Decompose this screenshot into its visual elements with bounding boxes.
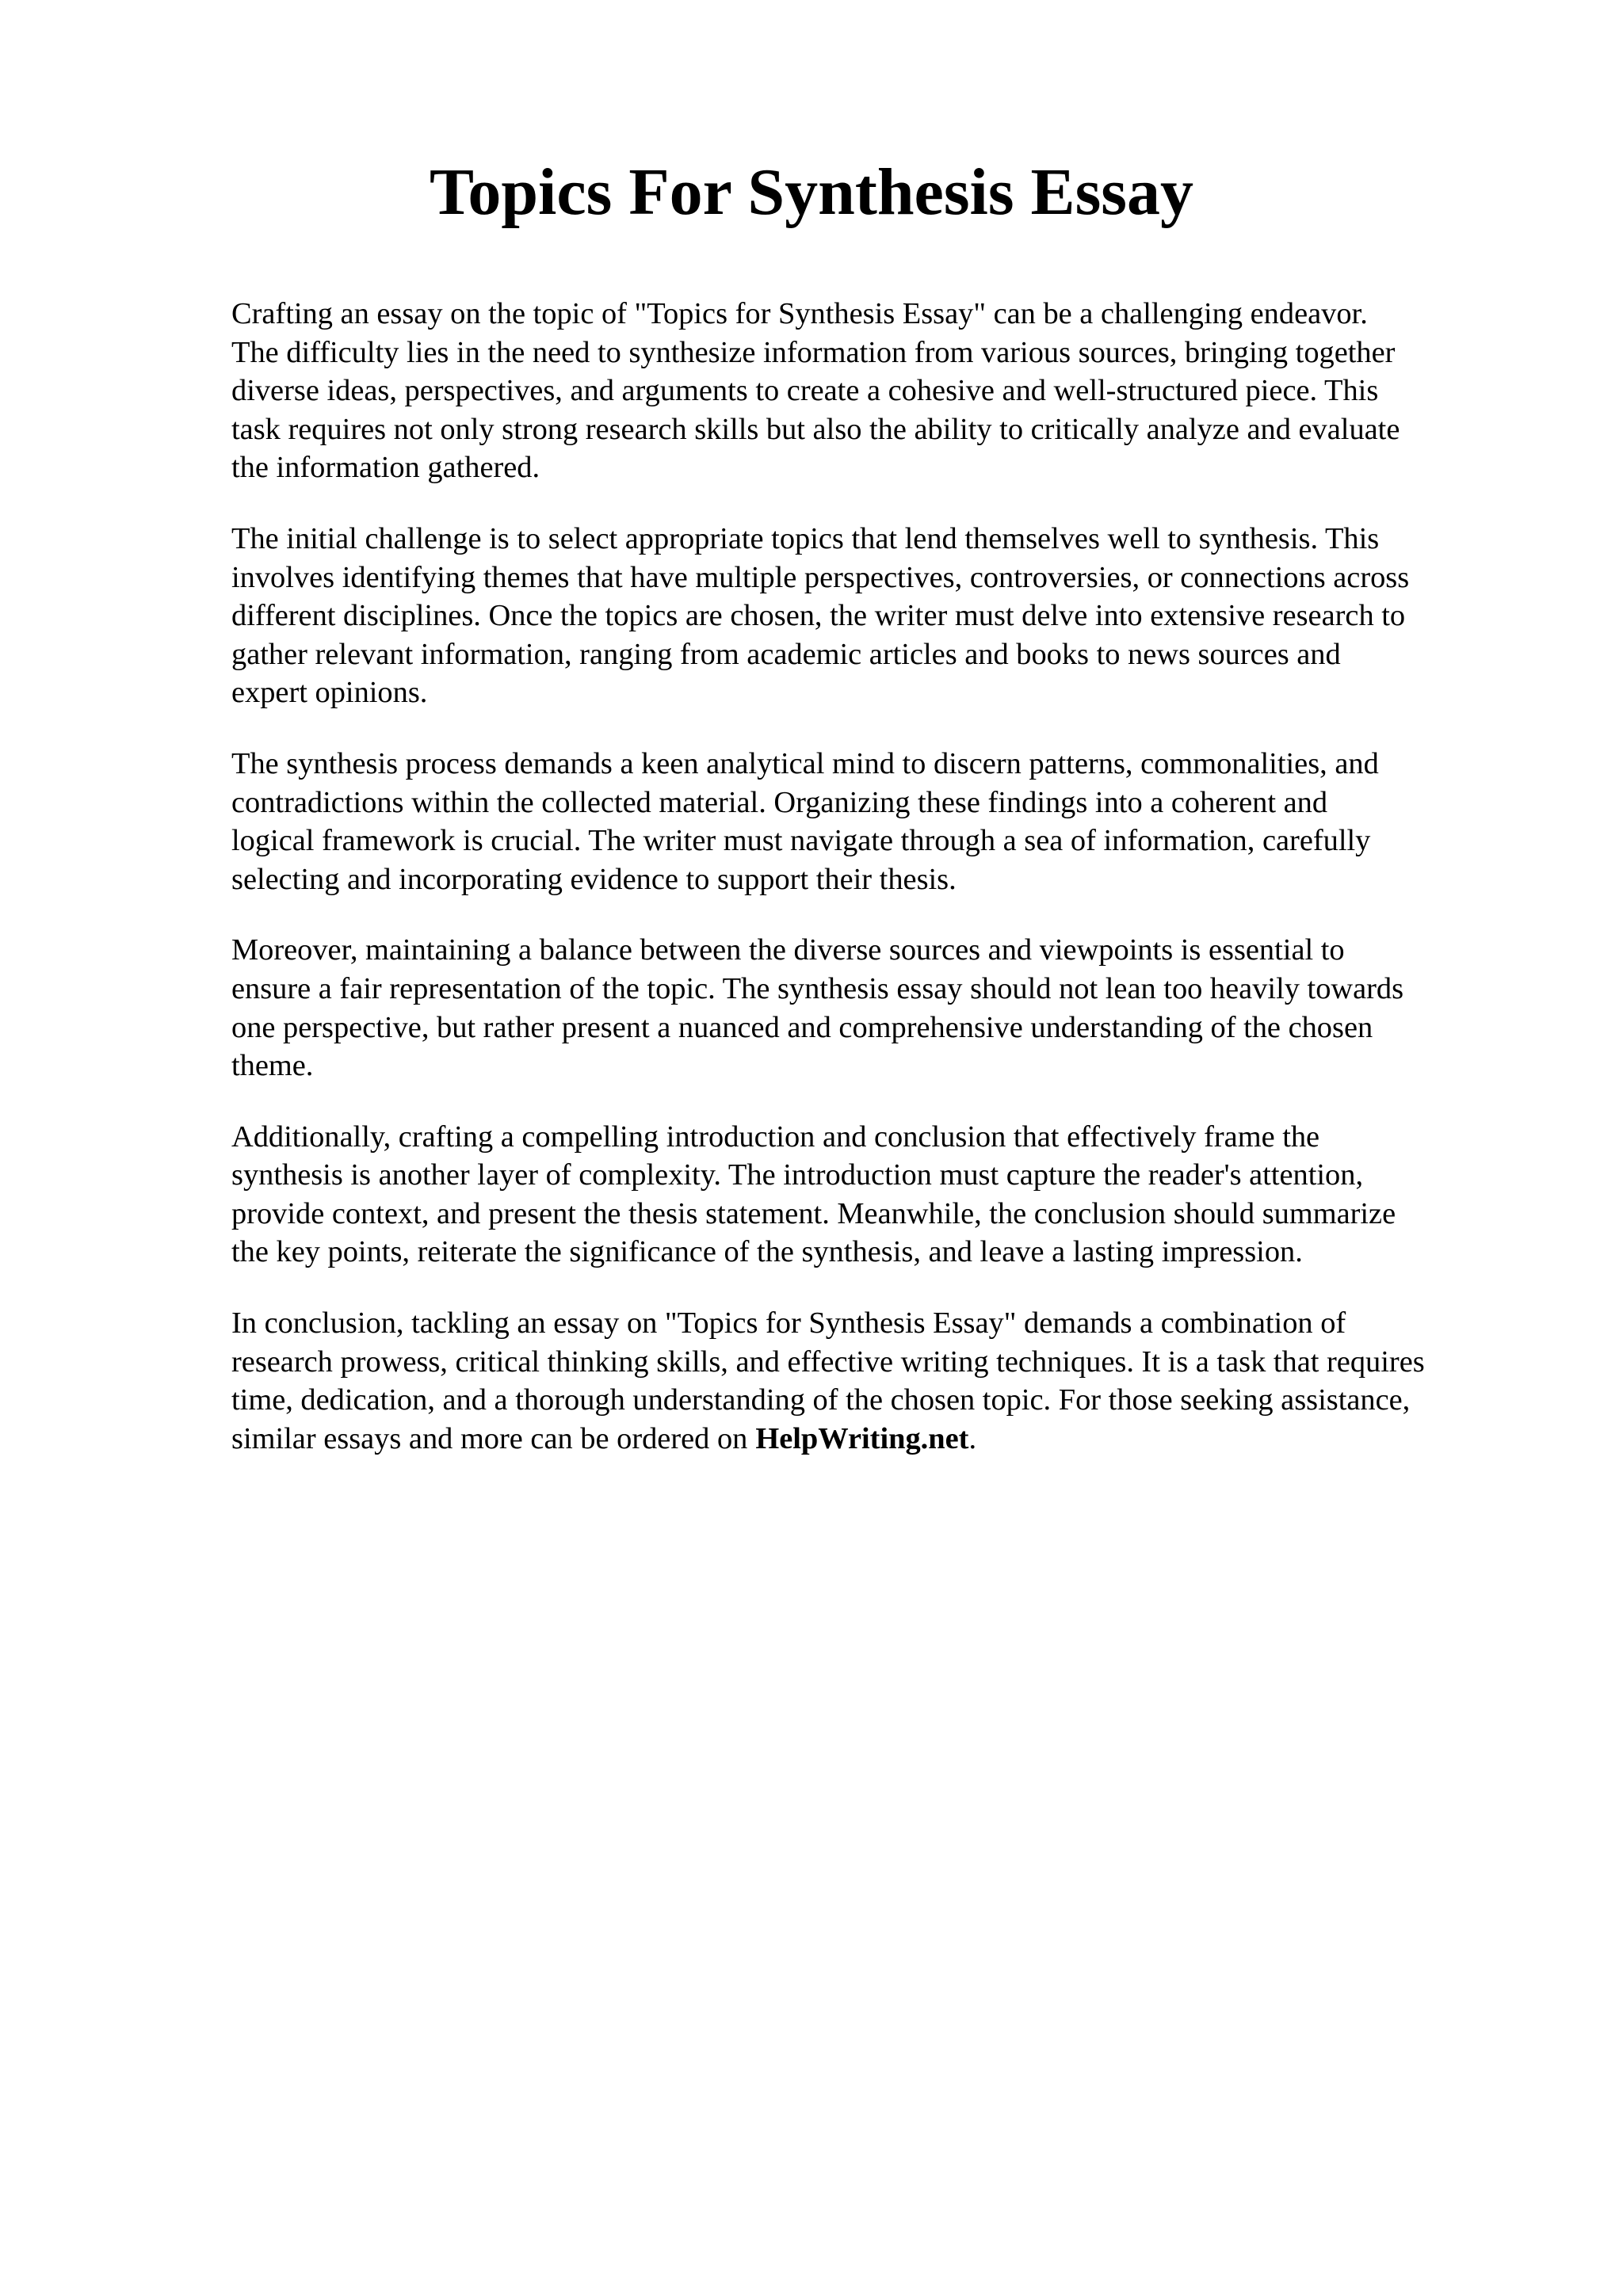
- text-line: The initial challenge is to select appropriate topics that lend themselves well to synthesis. This: [231, 521, 1380, 555]
- text-line: Crafting an essay on the topic of "Topics for Synthesis Essay" can be a challenging endeavor.: [231, 297, 1368, 330]
- paragraph-6: [231, 1304, 1547, 1458]
- text-line: synthesis is another layer of complexity. The introduction must capture the reader's attention,: [231, 1158, 1364, 1192]
- text-line: different disciplines. Once the topics are chosen, the writer must delve into extensive research to: [231, 599, 1406, 633]
- text-line: contradictions within the collected material. Organizing these findings into a coherent and: [231, 785, 1328, 819]
- essay-body: [231, 295, 1547, 1490]
- paragraph-4: [231, 931, 1547, 1085]
- text-line: one perspective, but rather present a nuanced and comprehensive understanding of the chosen: [231, 1010, 1373, 1044]
- paragraph-2: [231, 520, 1547, 712]
- text-line: The difficulty lies in the need to synthesize information from various sources, bringing together: [231, 335, 1396, 369]
- text-line: theme.: [231, 1049, 314, 1083]
- paragraph-1: [231, 295, 1547, 487]
- text-line: ensure a fair representation of the topic. The synthesis essay should not lean too heavily towards: [231, 971, 1404, 1005]
- text-line: involves identifying themes that have multiple perspectives, controversies, or connections across: [231, 560, 1410, 594]
- final-line-prefix: similar essays and more can be ordered on: [231, 1421, 748, 1455]
- paragraph-5: [231, 1118, 1547, 1272]
- final-line-suffix: .: [968, 1421, 977, 1455]
- text-line: The synthesis process demands a keen analytical mind to discern patterns, commonalities, and: [231, 746, 1379, 780]
- text-line: diverse ideas, perspectives, and arguments to create a cohesive and well-structured piece. This: [231, 374, 1379, 408]
- text-line: In conclusion, tackling an essay on "Topics for Synthesis Essay" demands a combination of: [231, 1306, 1346, 1341]
- text-line: selecting and incorporating evidence to support their thesis.: [231, 862, 957, 896]
- text-line: provide context, and present the thesis statement. Meanwhile, the conclusion should summarize: [231, 1196, 1396, 1230]
- text-line: Moreover, maintaining a balance between the diverse sources and viewpoints is essential to: [231, 933, 1345, 967]
- helpwriting-link[interactable]: HelpWriting.net: [755, 1421, 969, 1455]
- page-title: Topics For Synthesis Essay: [430, 155, 1193, 229]
- text-line: research prowess, critical thinking skills, and effective writing techniques. It is a task that requires: [231, 1344, 1425, 1379]
- text-line: time, dedication, and a thorough understanding of the chosen topic. For those seeking assistance,: [231, 1383, 1411, 1417]
- final-line: [231, 1420, 1547, 1459]
- paragraph-3: [231, 745, 1547, 898]
- text-line: logical framework is crucial. The writer must navigate through a sea of information, carefully: [231, 824, 1371, 858]
- text-line: the information gathered.: [231, 451, 540, 485]
- text-line: gather relevant information, ranging from academic articles and books to news sources and: [231, 637, 1341, 671]
- text-line: Additionally, crafting a compelling introduction and conclusion that effectively frame the: [231, 1119, 1320, 1154]
- text-line: the key points, reiterate the significance of the synthesis, and leave a lasting impression.: [231, 1235, 1303, 1269]
- text-line: task requires not only strong research skills but also the ability to critically analyze and evaluate: [231, 412, 1400, 446]
- text-line: expert opinions.: [231, 676, 428, 710]
